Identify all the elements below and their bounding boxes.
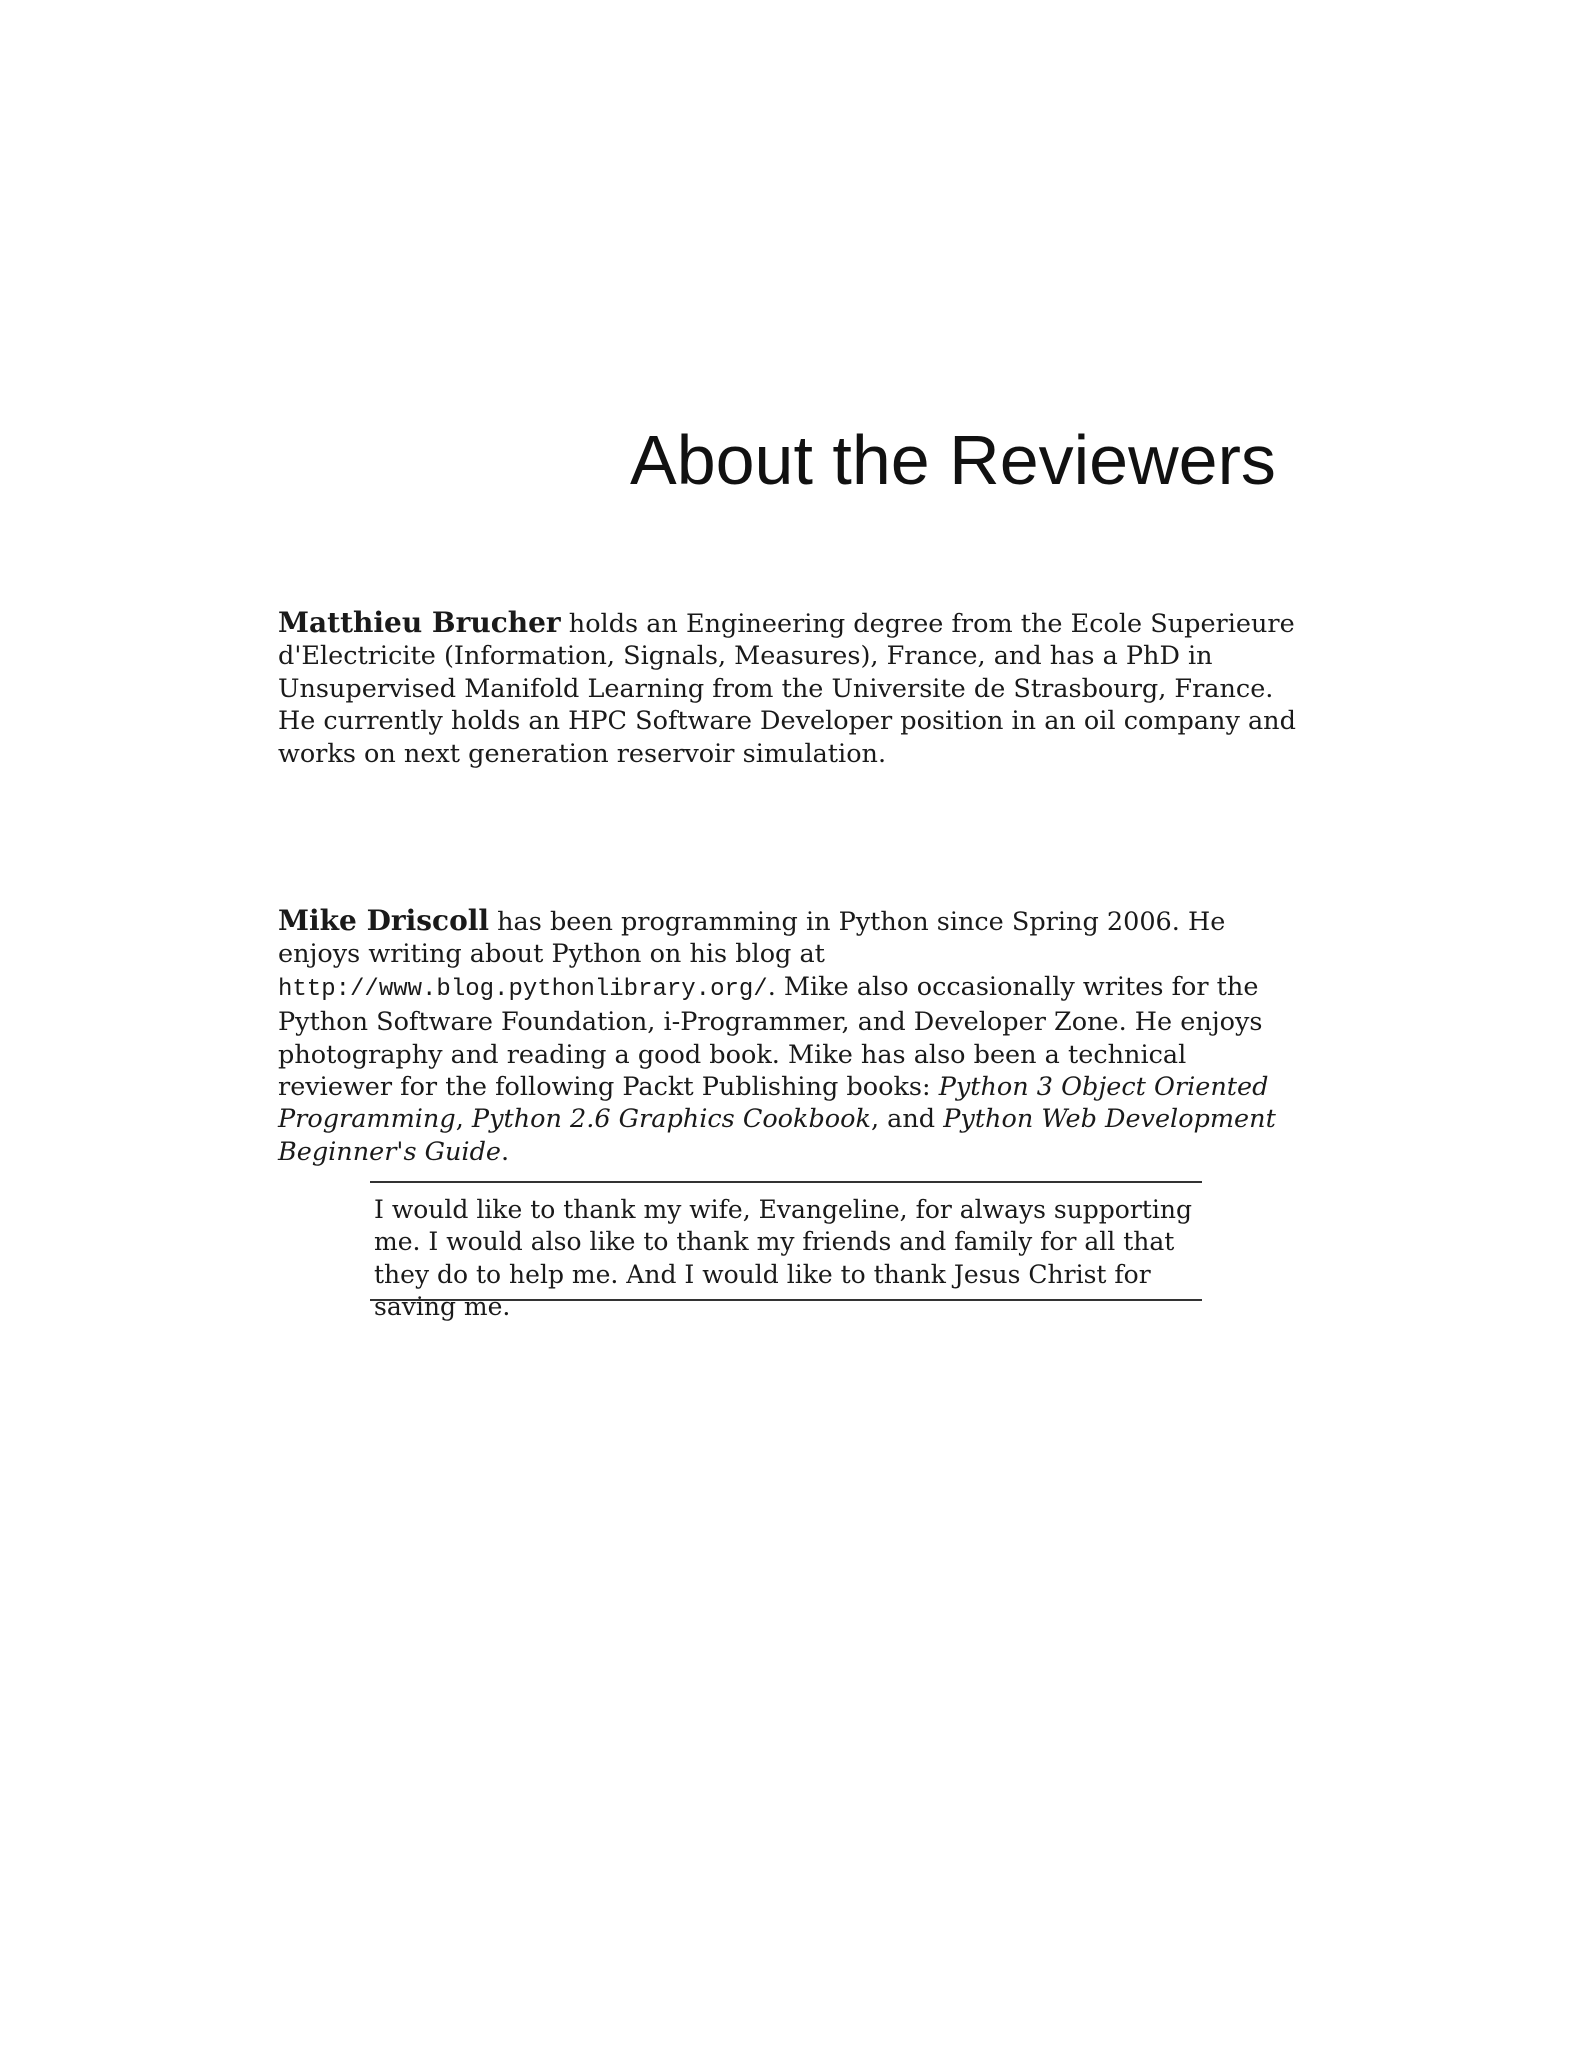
- separator: , and: [870, 1104, 944, 1135]
- reviewer-bio-matthieu-brucher: [278, 607, 1298, 770]
- separator: ,: [455, 1104, 472, 1135]
- book-title: Python 2.6 Graphics Cookbook: [471, 1104, 871, 1135]
- page-title: About the Reviewers: [630, 421, 1276, 499]
- reviewer-name: Matthieu Brucher: [278, 606, 561, 639]
- blog-url: http://www.blog.pythonlibrary.org/: [278, 975, 768, 1003]
- book-title: Python Web Development Beginner's Guide: [278, 1104, 1276, 1167]
- acknowledgement-text: I would like to thank my wife, Evangeline, for always supporting me. I would also like to thank my friends and family for all that they do to help me. And I would like to thank Jesus Christ for saving me.: [374, 1195, 1192, 1322]
- reviewer-bio-text: has been programming in Python since Spring 2006. He enjoys writing about Python on his blog at: [278, 907, 1226, 970]
- reviewer-bio-text: . Mike also occasionally writes for the Python Software Foundation, i-Programmer, and Developer Zone. He enjoys photography and reading a good book. Mike has also been a technical reviewer for the following Packt Publishing books:: [278, 971, 1263, 1103]
- reviewer-bio-text: holds an Engineering degree from the Ecole Superieure d'Electricite (Information, Signals, Measures), France, and has a PhD in Unsupervised Manifold Learning from the Universite de Strasbourg, France. He currently holds an HPC Software Developer position in an oil company and works on next generation reservoir simulation.: [278, 609, 1296, 769]
- reviewer-name: Mike Driscoll: [278, 904, 490, 937]
- reviewer-bio-mike-driscoll: [278, 905, 1298, 1168]
- acknowledgement-box: [370, 1181, 1202, 1322]
- book-title: Python 3 Object Oriented Programming: [278, 1072, 1269, 1135]
- sentence-end: .: [501, 1136, 510, 1167]
